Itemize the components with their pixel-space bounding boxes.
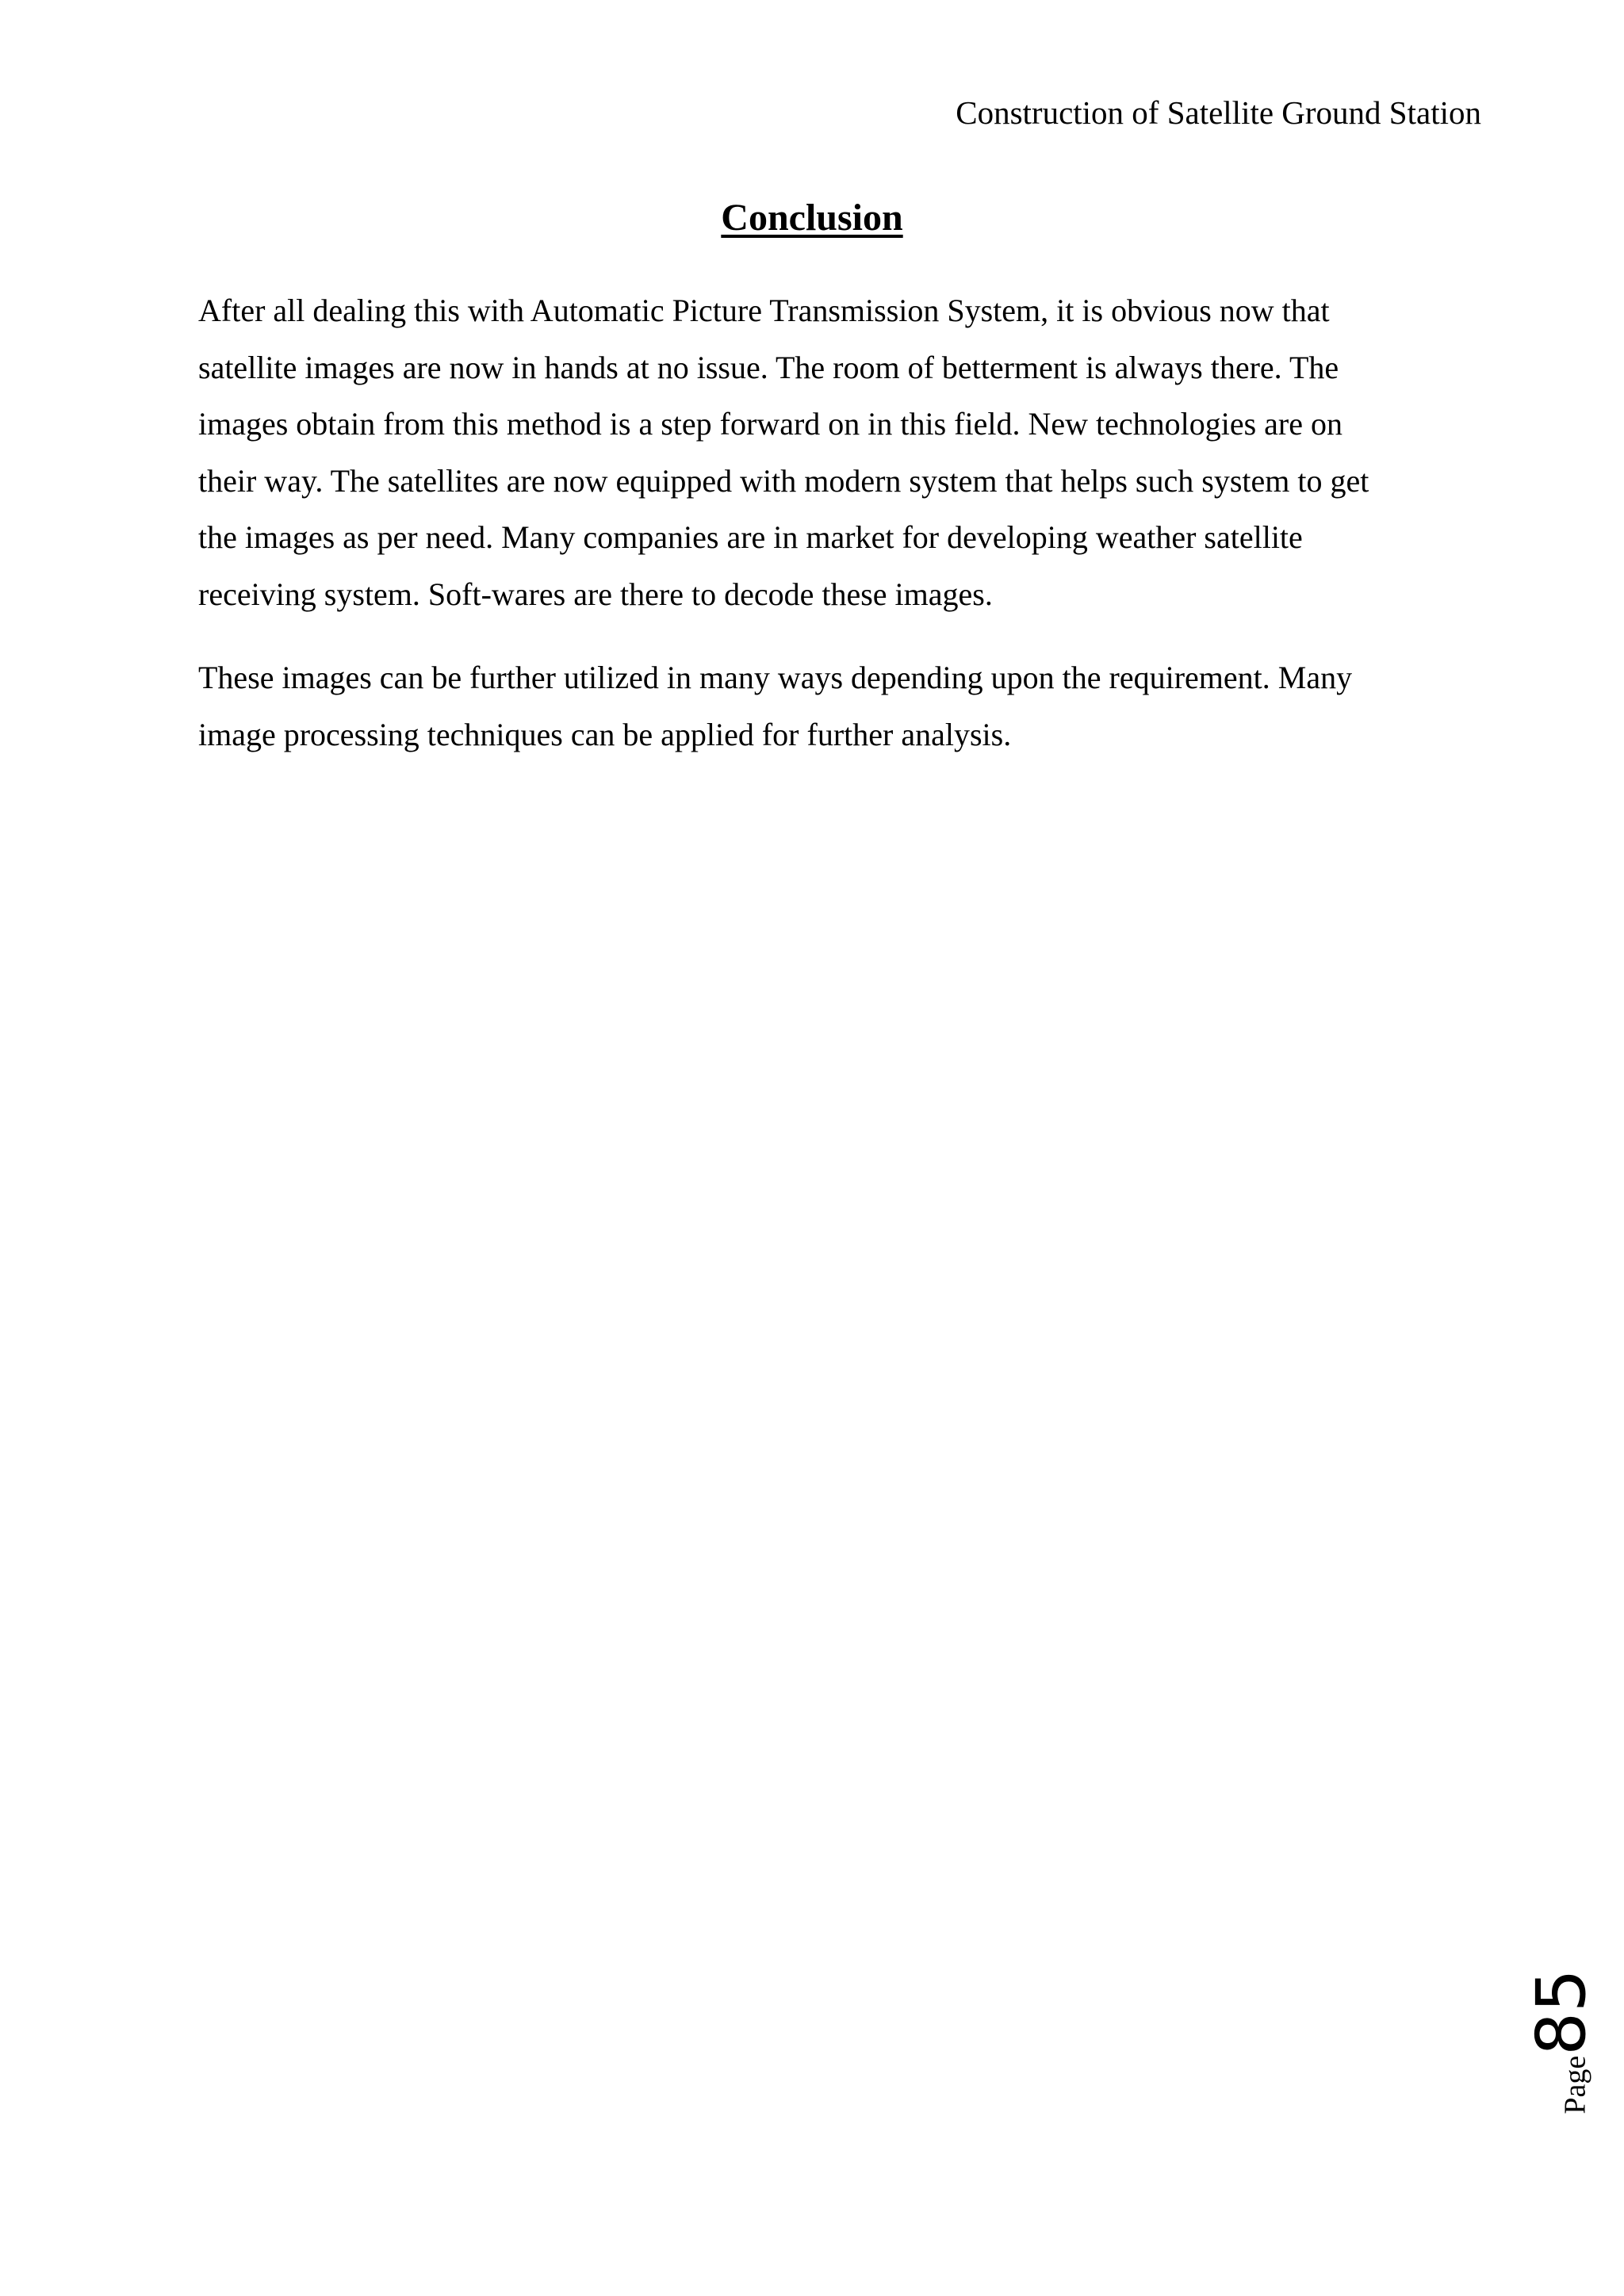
body-text (198, 282, 1451, 790)
running-header: Construction of Satellite Ground Station (956, 94, 1481, 131)
page-number (1507, 1946, 1618, 2137)
page-number-value: 85 (1522, 1969, 1602, 2056)
paragraph-2: These images can be further utilized in many ways depending upon the requirement. Many image processing techniques can be applied for further analysis. (198, 660, 1353, 752)
page-title: Conclusion (721, 197, 903, 239)
paragraph-1: After all dealing this with Automatic Picture Transmission System, it is obvious now that satellite images are now in hands at no issue. The room of betterment is always there. The images obtain from this method is a step forward on in this field. New technologies are on their way. The satellites are now equipped with modern system that helps such system to get the images as per need. Many companies are in market for developing weather satellite receiving system. Soft-wares are there to decode these images. (198, 293, 1369, 612)
page-number-rotated (1522, 1969, 1602, 2114)
page-label: Page (1559, 2055, 1592, 2114)
